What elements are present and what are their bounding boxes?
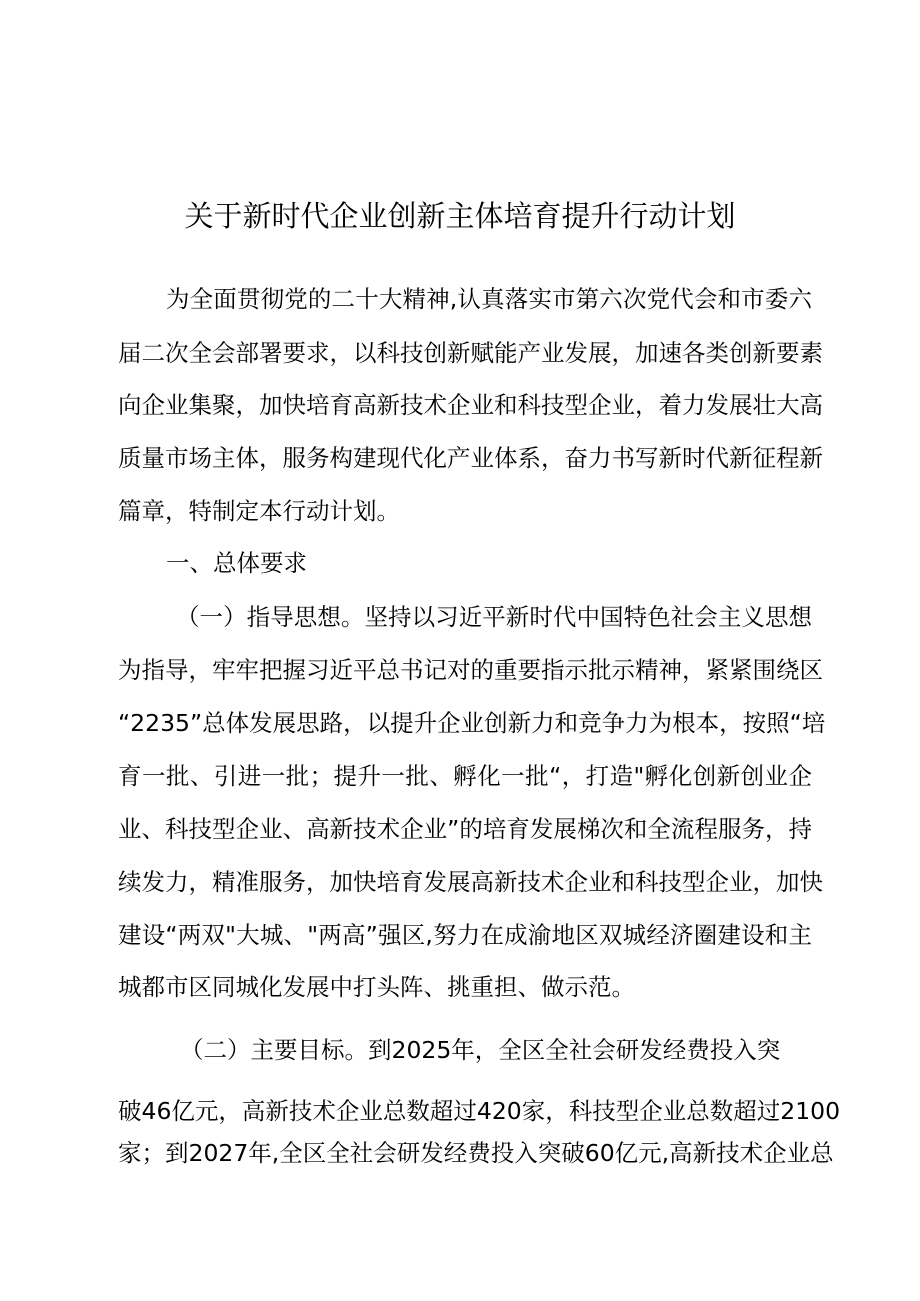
guideline-line-1: （一）指导思想。坚持以习近平新时代中国特色社会主义思想 bbox=[176, 603, 812, 631]
guideline-line-2: 为指导，牢牢把握习近平总书记对的重要指示批示精神，紧紧围绕区 bbox=[118, 656, 823, 684]
section-heading-overall-requirements: 一、总体要求 bbox=[166, 549, 307, 577]
intro-line-3: 向企业集聚，加快培育高新技术企业和科技型企业，着力发展壮大高 bbox=[118, 391, 823, 419]
guideline-line-5: 业、科技型企业、高新技术企业”的培育发展梯次和全流程服务，持 bbox=[118, 815, 812, 843]
guideline-line-3: “2235”总体发展思路，以提升企业创新力和竞争力为根本，按照“培 bbox=[118, 709, 826, 737]
goals-line-3: 家；到2027年,全区全社会研发经费投入突破60亿元,高新技术企业总 bbox=[118, 1139, 834, 1167]
guideline-line-7: 建设“两双"大城、"两高”强区,努力在成渝地区双城经济圈建设和主 bbox=[118, 921, 812, 949]
intro-line-5: 篇章，特制定本行动计划。 bbox=[118, 497, 400, 525]
goals-line-2: 破46亿元，高新技术企业总数超过420家，科技型企业总数超过2100 bbox=[118, 1097, 841, 1125]
guideline-line-4: 育一批、引进一批；提升一批、孵化一批“，打造"孵化创新创业企 bbox=[118, 762, 812, 790]
guideline-line-6: 续发力，精准服务，加快培育发展高新技术企业和科技型企业，加快 bbox=[118, 868, 823, 896]
guideline-line-8: 城都市区同城化发展中打头阵、挑重担、做示范。 bbox=[118, 973, 635, 1001]
intro-line-2: 届二次全会部署要求，以科技创新赋能产业发展，加速各类创新要素 bbox=[118, 339, 823, 367]
intro-line-4: 质量市场主体，服务构建现代化产业体系，奋力书写新时代新征程新 bbox=[118, 444, 823, 472]
goals-line-1: （二）主要目标。到2025年，全区全社会研发经费投入突 bbox=[180, 1036, 781, 1064]
document-title: 关于新时代企业创新主体培育提升行动计划 bbox=[184, 199, 736, 233]
intro-line-1: 为全面贯彻党的二十大精神,认真落实市第六次党代会和市委六 bbox=[166, 285, 812, 313]
